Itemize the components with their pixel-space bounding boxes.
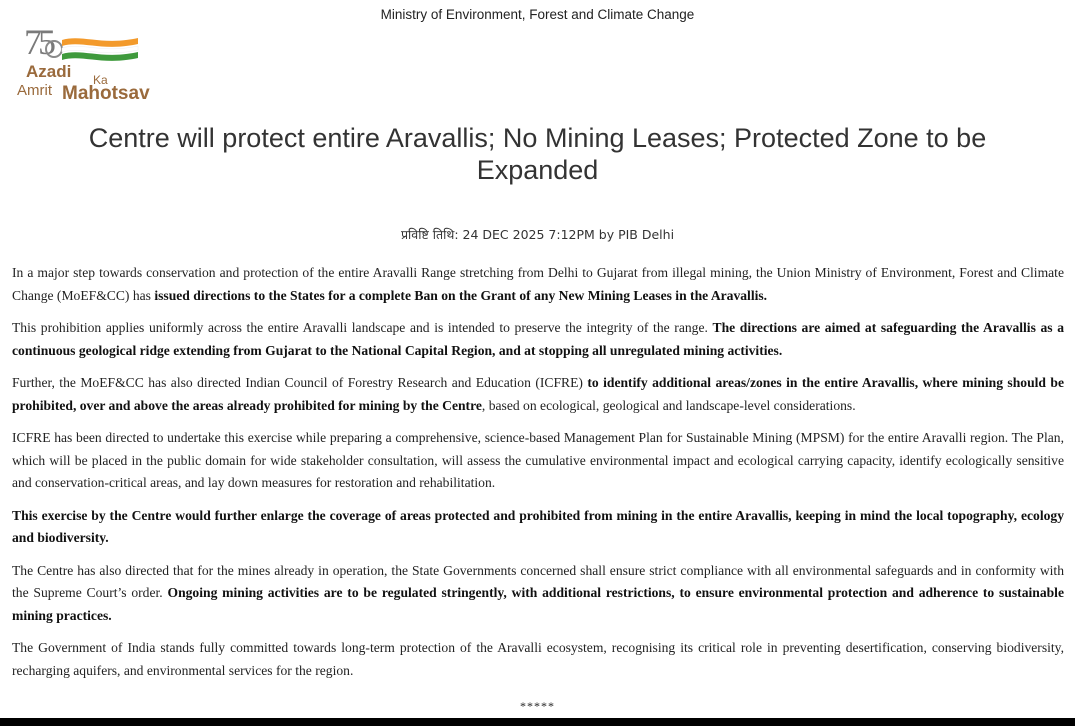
paragraph-text: The Government of India stands fully committed towards long-term protection of the Aravalli ecosystem, recognising its critical role in preventing desertification, conserving biodiversity, recharging aquifers, and environmental services for the region.	[12, 640, 1064, 678]
bold-text: Ongoing mining activities are to be regulated stringently, with additional restrictions, to ensure environmental protection and adherence to sustainable mining practices.	[12, 585, 1064, 623]
logo-azadi: Azadi	[26, 62, 72, 81]
article-paragraph	[12, 262, 1064, 307]
paragraph-text: , based on ecological, geological and landscape-level considerations.	[481, 397, 856, 413]
bold-text: to identify additional areas/zones in the entire Aravallis, where mining should be prohibited, over and above the areas already prohibited for mining by the Centre	[12, 375, 1064, 413]
article-title: Centre will protect entire Aravallis; No Mining Leases; Protected Zone to be Expanded	[88, 123, 987, 185]
article-paragraph	[12, 505, 1064, 550]
end-mark: *****	[520, 699, 555, 713]
logo-numeral: 75	[24, 22, 52, 62]
bold-text: This exercise by the Centre would further enlarge the coverage of areas protected and prohibited from mining in the entire Aravallis, keeping in mind the local topography, ecology and biodiversity.	[12, 507, 1064, 545]
azadi-ka-amrit-mahotsav-logo	[14, 22, 164, 108]
paragraph-text: In a major step towards conservation and protection of the entire Aravalli Range stretching from Delhi to Gujarat from illegal mining, the Union Ministry of Environment, Forest and Climate Change (MoEF&CC) has	[12, 265, 1064, 303]
article-paragraph	[12, 317, 1064, 362]
paragraph-text: ICFRE has been directed to undertake this exercise while preparing a comprehensive, science-based Management Plan for Sustainable Mining (MPSM) for the entire Aravalli region. The Plan, which will be placed in the public domain for wide stakeholder consultation, will assess the cumulative environmental impact and ecological carrying capacity, identify ecologically sensitive and conservation-critical areas, and lay down measures for restoration and rehabilitation.	[12, 430, 1064, 490]
article-paragraph	[12, 637, 1064, 682]
article-paragraph	[12, 427, 1064, 495]
ministry-name: Ministry of Environment, Forest and Climate Change	[380, 7, 695, 22]
paragraph-text: This prohibition applies uniformly across the entire Aravalli landscape and is intended to preserve the integrity of the range.	[12, 320, 713, 335]
logo-ka: Ka	[93, 73, 108, 87]
bottom-edge-bar	[0, 718, 1075, 726]
article-body	[12, 262, 1064, 692]
release-dateline: प्रविष्टि तिथि: 24 DEC 2025 7:12PM by PIB Delhi	[400, 227, 675, 242]
flag-wave-icon	[42, 32, 142, 66]
article-paragraph	[12, 372, 1064, 417]
bold-text: The directions are aimed at safeguarding the Aravallis as a continuous geological ridge extending from Gujarat to the National Capital Region, and at stopping all unregulated mining activities.	[12, 320, 1064, 358]
article-paragraph	[12, 560, 1064, 628]
paragraph-text: Further, the MoEF&CC has also directed Indian Council of Forestry Research and Education (ICFRE)	[12, 375, 588, 390]
logo-mahotsav: Mahotsav	[62, 83, 150, 104]
bold-text: issued directions to the States for a complete Ban on the Grant of any New Mining Leases in the Aravallis.	[154, 287, 768, 303]
paragraph-text: The Centre has also directed that for the mines already in operation, the State Governments concerned shall ensure strict compliance with all environmental safeguards and in conformity with the Supreme Court’s order.	[12, 562, 1064, 600]
logo-amrit: Amrit	[17, 82, 52, 99]
